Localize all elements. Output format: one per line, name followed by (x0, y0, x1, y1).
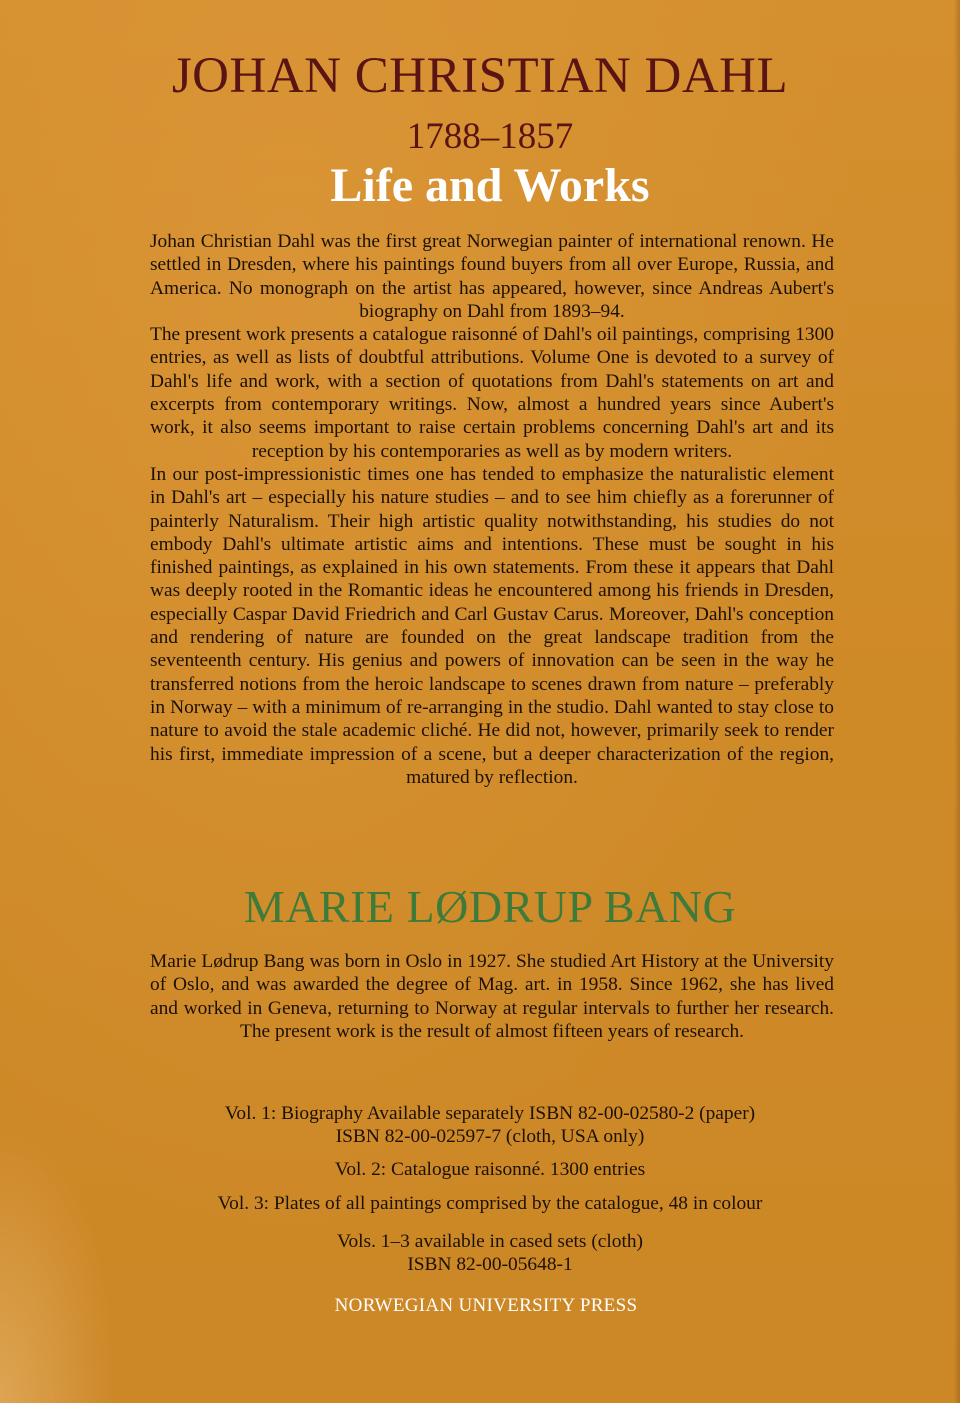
description-paragraph-3: In our post-impressionistic times one has tended to emphasize the naturalistic element in Dahl's art – especially his nature studies – and to see him chiefly as a forerunner of painterly Naturalism. Their high artistic quality notwithstanding, his studies do not embody Dahl's ultimate artistic aims and intentions. These must be sought in his finished paintings, as explained in his own statements. From these it appears that Dahl was deeply rooted in the Romantic ideas he encountered among his friends in Dresden, especially Caspar David Friedrich and Carl Gustav Carus. Moreover, Dahl's conception and rendering of nature are founded on the great landscape tradition from the seventeenth century. His genius and powers of innovation can be seen in the way he transferred notions from the heroic landscape to scenes drawn from nature – preferably in Norway – with a minimum of re-arranging in the studio. Dahl wanted to stay close to nature to avoid the stale academic cliché. He did not, however, primarily seek to render his first, immediate impression of a scene, but a deeper characterization of the region, matured by reflection. (150, 463, 834, 788)
author-bio (150, 950, 834, 1043)
volume-3-line: Vol. 3: Plates of all paintings comprised by the catalogue, 48 in colour (217, 1193, 763, 1214)
volume-2-info (120, 1158, 860, 1181)
description-paragraph-2: The present work presents a catalogue raisonné of Dahl's oil paintings, comprising 1300 entries, as well as lists of doubtful attributions. Volume One is devoted to a survey of Dahl's life and work, with a section of quotations from Dahl's statements on art and excerpts from contemporary writings. Now, almost a hundred years since Aubert's work, it also seems important to raise certain problems concerning Dahl's art and its reception by his contemporaries as well as by modern writers. (150, 324, 834, 462)
volume-1-info (120, 1102, 860, 1148)
author-bio-text: Marie Lødrup Bang was born in Oslo in 1927. She studied Art History at the University of Oslo, and was awarded the degree of Mag. art. in 1958. Since 1962, she has lived and worked in Geneva, returning to Norway at regular intervals to further her research. The present work is the result of almost fifteen years of research. (150, 951, 834, 1042)
volume-3-info (120, 1192, 860, 1215)
volume-1-line-2: ISBN 82-00-02597-7 (cloth, USA only) (335, 1126, 645, 1147)
life-dates: 1788–1857 (406, 116, 574, 157)
book-title: JOHAN CHRISTIAN DAHL (171, 48, 789, 104)
volume-1-line-1: Vol. 1: Biography Available separately ISBN 82-00-02580-2 (paper) (224, 1103, 756, 1124)
volume-sets-info (120, 1230, 860, 1276)
book-subtitle: Life and Works (330, 159, 650, 212)
volume-2-line: Vol. 2: Catalogue raisonné. 1300 entries (334, 1159, 646, 1180)
volume-sets-line-1: Vols. 1–3 available in cased sets (cloth) (336, 1231, 644, 1252)
description-paragraph-1: Johan Christian Dahl was the first great Norwegian painter of international renown. He settled in Dresden, where his paintings found buyers from all over Europe, Russia, and America. No monograph on the artist has appeared, however, since Andreas Aubert's biography on Dahl from 1893–94. (150, 231, 834, 322)
cover-wear (0, 1123, 120, 1403)
author-name: MARIE LØDRUP BANG (243, 881, 737, 932)
description (150, 230, 834, 789)
volume-sets-line-2: ISBN 82-00-05648-1 (407, 1254, 573, 1275)
publisher-name: NORWEGIAN UNIVERSITY PRESS (334, 1295, 638, 1316)
